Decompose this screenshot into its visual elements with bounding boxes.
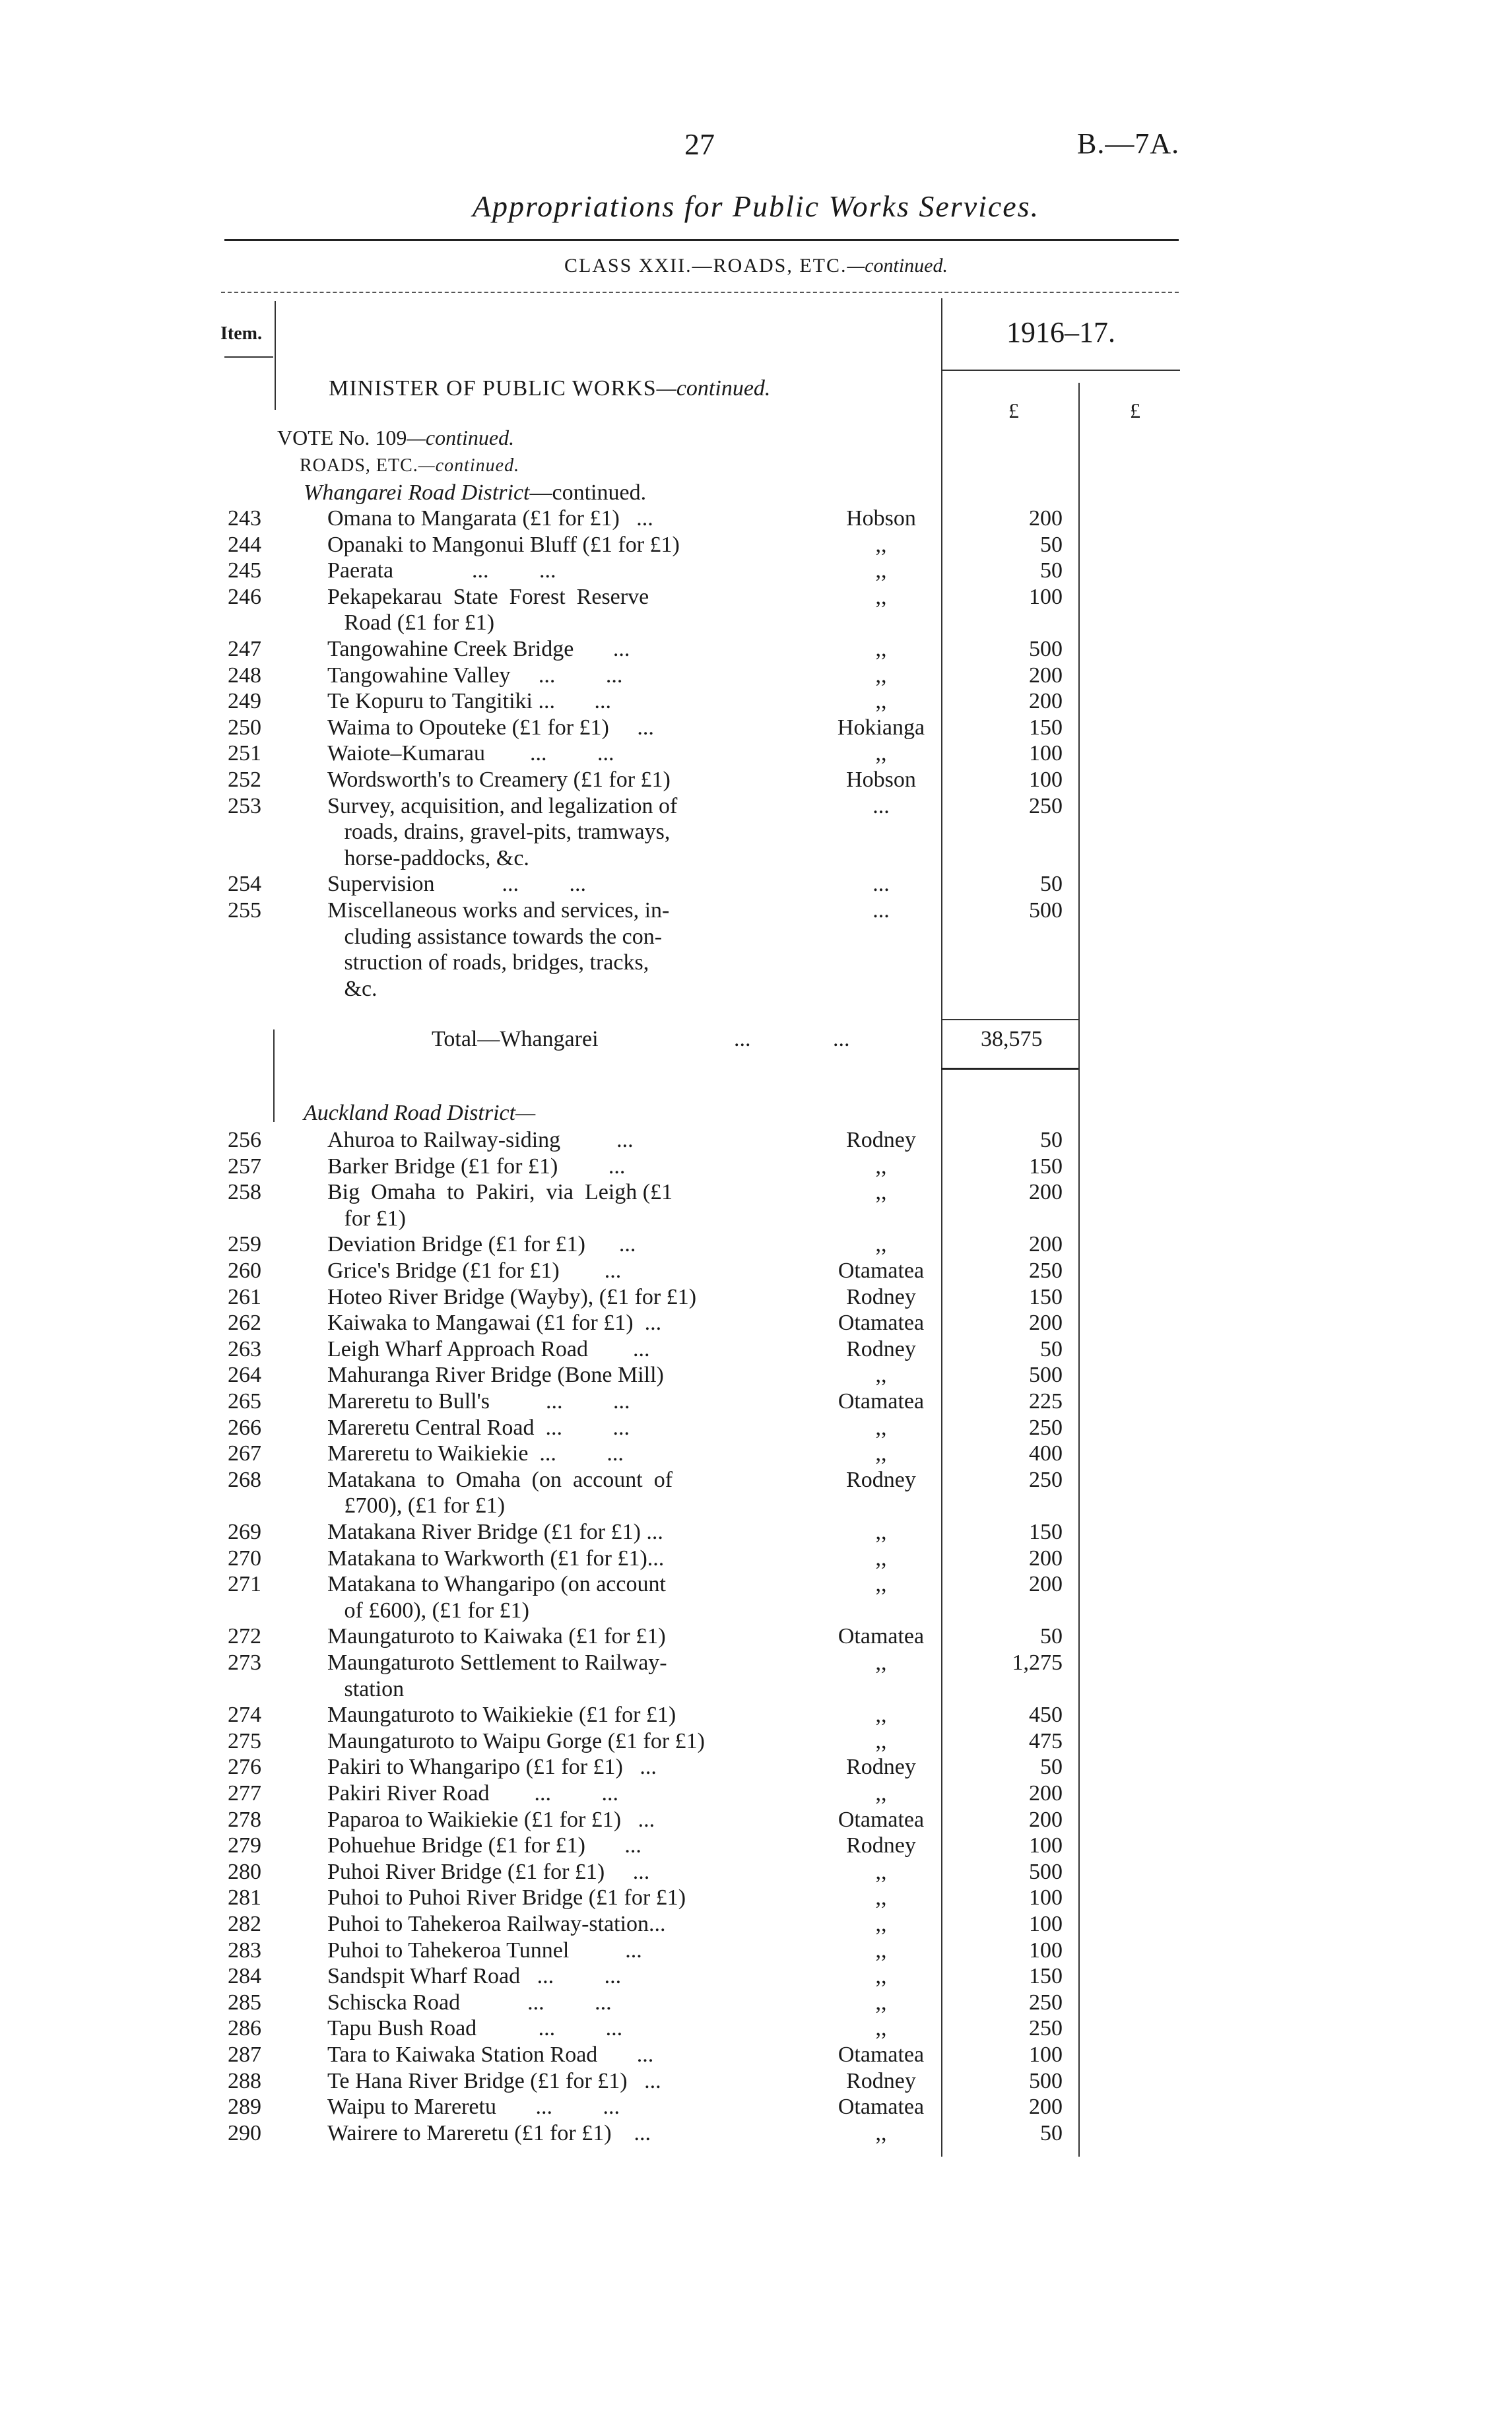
item-column-rule-lower <box>273 1029 275 1122</box>
electorate: ,, <box>875 1729 887 1753</box>
item-description: Hoteo River Bridge (Wayby), (£1 for £1) <box>327 1285 697 1309</box>
item-number: 289 <box>228 2095 261 2119</box>
electorate: ,, <box>875 637 887 661</box>
table-row <box>0 1938 1512 1964</box>
item-description: Wairere to Mareretu (£1 for £1) ... <box>327 2121 651 2145</box>
item-description: Schiscka Road ... ... <box>327 1990 612 2015</box>
electorate: ,, <box>875 663 887 688</box>
table-row <box>0 584 1512 610</box>
paper-reference: B.—7A. <box>1077 127 1180 160</box>
table-row <box>0 1911 1512 1938</box>
electorate: Otamatea <box>838 1808 925 1832</box>
electorate: ,, <box>875 1703 887 1727</box>
amount: 400 <box>1029 1441 1063 1466</box>
item-description: Survey, acquisition, and legalization of <box>327 794 678 818</box>
amount: 100 <box>1029 1885 1063 1910</box>
item-description: horse-paddocks, &c. <box>327 846 529 870</box>
amount: 200 <box>1029 1781 1063 1806</box>
table-row <box>0 1415 1512 1441</box>
table-row <box>0 2120 1512 2147</box>
item-number: 256 <box>228 1128 261 1152</box>
item-description: Miscellaneous works and services, in- <box>327 898 670 923</box>
amount: 250 <box>1029 1468 1063 1492</box>
amount: 475 <box>1029 1729 1063 1753</box>
table-row <box>0 1284 1512 1311</box>
item-description: Road (£1 for £1) <box>327 610 495 635</box>
table-row <box>0 688 1512 715</box>
item-description: Kaiwaka to Mangawai (£1 for £1) ... <box>327 1311 662 1335</box>
electorate: ... <box>872 872 890 896</box>
total-whangarei-label: Total—Whangarei <box>432 1027 599 1051</box>
electorate: ,, <box>875 585 887 609</box>
amount: 200 <box>1029 689 1063 713</box>
table-row <box>0 740 1512 767</box>
item-number: 270 <box>228 1546 261 1571</box>
item-number: 274 <box>228 1703 261 1727</box>
amount: 150 <box>1029 1285 1063 1309</box>
table-row <box>0 793 1512 820</box>
table-row-continuation <box>0 924 1512 950</box>
year-header-rule <box>941 370 1180 371</box>
item-description: Tara to Kaiwaka Station Road ... <box>327 2042 654 2067</box>
table-row <box>0 1728 1512 1755</box>
amount: 450 <box>1029 1703 1063 1727</box>
table-row-continuation <box>0 1206 1512 1232</box>
amount: 200 <box>1029 1180 1063 1204</box>
class-title-suffix: —continued. <box>847 255 948 277</box>
table-row <box>0 1833 1512 1859</box>
item-description: Mareretu Central Road ... ... <box>327 1416 630 1440</box>
electorate: Hobson <box>846 506 916 531</box>
item-number: 246 <box>228 585 261 609</box>
item-number: 276 <box>228 1755 261 1779</box>
electorate: Hokianga <box>837 715 925 740</box>
amount: 500 <box>1029 1860 1063 1884</box>
table-row-continuation <box>0 1493 1512 1519</box>
item-description: Tapu Bush Road ... ... <box>327 2016 623 2041</box>
item-number: 277 <box>228 1781 261 1806</box>
electorate: ,, <box>875 1781 887 1806</box>
table-row <box>0 1336 1512 1363</box>
electorate: Rodney <box>846 1833 916 1858</box>
amount: 100 <box>1029 585 1063 609</box>
electorate: Otamatea <box>838 1389 925 1414</box>
amount: 100 <box>1029 1938 1063 1963</box>
amount: 500 <box>1029 637 1063 661</box>
item-description: Puhoi to Tahekeroa Railway-station... <box>327 1912 666 1936</box>
item-description: Maungaturoto to Kaiwaka (£1 for £1) <box>327 1624 666 1649</box>
item-number: 267 <box>228 1441 261 1466</box>
table-row <box>0 1179 1512 1206</box>
electorate: Otamatea <box>838 1311 925 1335</box>
table-row-continuation <box>0 845 1512 872</box>
electorate: ,, <box>875 1416 887 1440</box>
item-number: 260 <box>228 1258 261 1283</box>
minister-heading <box>329 376 770 401</box>
item-number: 271 <box>228 1572 261 1596</box>
item-description: Matakana to Warkworth (£1 for £1)... <box>327 1546 665 1571</box>
item-number: 288 <box>228 2069 261 2093</box>
table-row <box>0 871 1512 898</box>
item-number: 255 <box>228 898 261 923</box>
item-number: 275 <box>228 1729 261 1753</box>
item-description: Marеretu to Bull's ... ... <box>327 1389 630 1414</box>
amount: 200 <box>1029 1808 1063 1832</box>
electorate: ,, <box>875 533 887 557</box>
item-number: 247 <box>228 637 261 661</box>
item-number: 290 <box>228 2121 261 2145</box>
amount: 500 <box>1029 1363 1063 1387</box>
item-description: Paparoa to Waikiekie (£1 for £1) ... <box>327 1808 655 1832</box>
electorate: ,, <box>875 1441 887 1466</box>
table-row <box>0 1127 1512 1154</box>
electorate: ,, <box>875 558 887 583</box>
item-number: 269 <box>228 1520 261 1544</box>
item-number: 261 <box>228 1285 261 1309</box>
amount: 150 <box>1029 1520 1063 1544</box>
table-row <box>0 2042 1512 2068</box>
item-number: 266 <box>228 1416 261 1440</box>
electorate: ,, <box>875 1650 887 1675</box>
item-number: 253 <box>228 794 261 818</box>
table-row <box>0 2015 1512 2042</box>
amount: 50 <box>1040 558 1063 583</box>
item-description: Tangowahine Creek Bridge ... <box>327 637 630 661</box>
electorate: Otamatea <box>838 2095 925 2119</box>
amount: 250 <box>1029 2016 1063 2041</box>
amount: 100 <box>1029 2042 1063 2067</box>
amount: 250 <box>1029 1990 1063 2015</box>
item-description: Te Hana River Bridge (£1 for £1) ... <box>327 2069 661 2093</box>
table-row <box>0 715 1512 741</box>
total-leader-dots-1: ... <box>734 1027 751 1051</box>
item-number: 284 <box>228 1964 261 1988</box>
amount: 225 <box>1029 1389 1063 1414</box>
item-number: 282 <box>228 1912 261 1936</box>
electorate: ,, <box>875 1180 887 1204</box>
total-rule-bottom <box>941 1068 1078 1070</box>
item-number: 280 <box>228 1860 261 1884</box>
amount: 200 <box>1029 663 1063 688</box>
table-row <box>0 1231 1512 1258</box>
vote-suffix: —continued. <box>407 426 515 449</box>
table-row <box>0 1388 1512 1415</box>
amount: 250 <box>1029 1258 1063 1283</box>
class-title <box>0 255 1512 277</box>
electorate: ,, <box>875 2016 887 2041</box>
item-description: Leigh Wharf Approach Road ... <box>327 1337 650 1361</box>
subvote-heading <box>300 455 519 476</box>
item-number: 264 <box>228 1363 261 1387</box>
table-row <box>0 898 1512 924</box>
table-row <box>0 1154 1512 1180</box>
item-number: 279 <box>228 1833 261 1858</box>
table-row-continuation <box>0 1598 1512 1624</box>
table-row-continuation <box>0 950 1512 976</box>
amount: 500 <box>1029 898 1063 923</box>
table-row <box>0 1702 1512 1728</box>
item-column-header: Item. <box>220 323 262 344</box>
table-row <box>0 1362 1512 1388</box>
table-row <box>0 1441 1512 1467</box>
item-description: Grice's Bridge (£1 for £1) ... <box>327 1258 622 1283</box>
electorate: ,, <box>875 1860 887 1884</box>
item-description: Maungaturoto Settlement to Railway- <box>327 1650 667 1675</box>
table-row <box>0 663 1512 689</box>
electorate: Rodney <box>846 2069 916 2093</box>
item-description: Maungaturoto to Waikiekie (£1 for £1) <box>327 1703 676 1727</box>
item-number: 258 <box>228 1180 261 1204</box>
item-description: cluding assistance towards the con- <box>327 925 663 949</box>
item-number: 251 <box>228 741 261 766</box>
electorate: ,, <box>875 1572 887 1596</box>
amount: 50 <box>1040 1337 1063 1361</box>
table-row <box>0 1990 1512 2016</box>
item-description: of £600), (£1 for £1) <box>327 1598 529 1623</box>
item-number: 250 <box>228 715 261 740</box>
item-description: roads, drains, gravel-pits, tramways, <box>327 820 671 844</box>
item-description: Mareretu to Waikiekie ... ... <box>327 1441 624 1466</box>
item-description: Deviation Bridge (£1 for £1) ... <box>327 1232 636 1257</box>
table-row <box>0 1571 1512 1598</box>
item-number: 286 <box>228 2016 261 2041</box>
table-row <box>0 1623 1512 1650</box>
minister-name: MINISTER OF PUBLIC WORKS <box>329 376 657 401</box>
electorate: ,, <box>875 2121 887 2145</box>
vote-number: VOTE No. 109 <box>277 426 407 449</box>
whangarei-heading-suffix: —continued. <box>529 480 647 505</box>
auckland-district-heading: Auckland Road District— <box>304 1101 536 1125</box>
item-number: 248 <box>228 663 261 688</box>
table-row <box>0 532 1512 558</box>
table-row <box>0 2094 1512 2120</box>
table-row-continuation <box>0 1676 1512 1703</box>
vote-heading <box>277 426 514 450</box>
table-row <box>0 1467 1512 1493</box>
table-row <box>0 636 1512 663</box>
amount: 1,275 <box>1012 1650 1063 1675</box>
item-description: Pohuehue Bridge (£1 for £1) ... <box>327 1833 641 1858</box>
electorate: ,, <box>875 689 887 713</box>
item-description: Omana to Mangarata (£1 for £1) ... <box>327 506 653 531</box>
electorate: Rodney <box>846 1128 916 1152</box>
item-description: Pakiri River Road ... ... <box>327 1781 619 1806</box>
amount: 200 <box>1029 506 1063 531</box>
electorate: Otamatea <box>838 1258 925 1283</box>
electorate: ,, <box>875 741 887 766</box>
minister-suffix: —continued. <box>656 376 771 401</box>
item-number: 249 <box>228 689 261 713</box>
item-number: 262 <box>228 1311 261 1335</box>
electorate: ,, <box>875 1520 887 1544</box>
electorate: ,, <box>875 1546 887 1571</box>
item-description: Mahuranga River Bridge (Bone Mill) <box>327 1363 664 1387</box>
amount: 200 <box>1029 2095 1063 2119</box>
item-description: for £1) <box>327 1206 406 1231</box>
electorate: ,, <box>875 1938 887 1963</box>
item-description: Puhoi to Tahekeroa Tunnel ... <box>327 1938 642 1963</box>
item-header-rule <box>224 356 273 358</box>
electorate: ,, <box>875 1990 887 2015</box>
amount: 100 <box>1029 741 1063 766</box>
class-title-main: CLASS XXII.—ROADS, ETC. <box>564 255 847 277</box>
amount: 150 <box>1029 1154 1063 1179</box>
item-number: 257 <box>228 1154 261 1179</box>
item-description: Waima to Opouteke (£1 for £1) ... <box>327 715 654 740</box>
table-row <box>0 1258 1512 1284</box>
subvote-suffix: —continued. <box>418 455 520 476</box>
total-whangarei-amount: 38,575 <box>981 1027 1043 1051</box>
total-leader-dots-2: ... <box>833 1027 850 1051</box>
total-rule-top <box>941 1019 1078 1020</box>
electorate: ,, <box>875 1232 887 1257</box>
table-row <box>0 1519 1512 1546</box>
amount: 100 <box>1029 1833 1063 1858</box>
electorate: ,, <box>875 1154 887 1179</box>
electorate: ... <box>872 898 890 923</box>
electorate: Otamatea <box>838 1624 925 1649</box>
item-description: Barker Bridge (£1 for £1) ... <box>327 1154 626 1179</box>
item-description: Wordsworth's to Creamery (£1 for £1) <box>327 767 671 792</box>
table-row <box>0 1780 1512 1807</box>
subvote-name: ROADS, ETC. <box>300 455 418 476</box>
item-number: 281 <box>228 1885 261 1910</box>
whangarei-district-heading <box>304 480 646 506</box>
item-description: Matakana to Omaha (on account of <box>327 1468 673 1492</box>
item-description: Sandspit Wharf Road ... ... <box>327 1964 622 1988</box>
currency-header-1: £ <box>1008 399 1019 422</box>
table-row <box>0 1546 1512 1572</box>
item-column-rule <box>275 301 276 410</box>
item-number: 283 <box>228 1938 261 1963</box>
table-row <box>0 1963 1512 1990</box>
item-description: Ahuroa to Railway-siding ... <box>327 1128 634 1152</box>
item-description: Maungaturoto to Waipu Gorge (£1 for £1) <box>327 1729 706 1753</box>
table-row <box>0 1310 1512 1336</box>
electorate: ... <box>872 794 890 818</box>
item-number: 265 <box>228 1389 261 1414</box>
electorate: ,, <box>875 1363 887 1387</box>
whangarei-heading-label: Whangarei Road District <box>304 480 530 505</box>
currency-header-2: £ <box>1130 399 1140 422</box>
amount: 50 <box>1040 2121 1063 2145</box>
amount: 50 <box>1040 533 1063 557</box>
year-column-header: 1916–17. <box>1006 316 1115 348</box>
electorate: Hobson <box>846 767 916 792</box>
amount: 50 <box>1040 1128 1063 1152</box>
item-number: 278 <box>228 1808 261 1832</box>
item-number: 285 <box>228 1990 261 2015</box>
amount: 150 <box>1029 1964 1063 1988</box>
table-row-continuation <box>0 819 1512 845</box>
class-title-rule <box>221 292 1179 293</box>
amount: 150 <box>1029 715 1063 740</box>
table-row <box>0 1807 1512 1833</box>
electorate: ,, <box>875 1912 887 1936</box>
item-description: Paerata ... ... <box>327 558 556 583</box>
page-number: 27 <box>684 127 715 161</box>
table-row <box>0 1754 1512 1780</box>
item-description: £700), (£1 for £1) <box>327 1493 506 1518</box>
item-number: 245 <box>228 558 261 583</box>
amount: 200 <box>1029 1232 1063 1257</box>
amount: 100 <box>1029 767 1063 792</box>
amount: 200 <box>1029 1546 1063 1571</box>
amount: 250 <box>1029 1416 1063 1440</box>
electorate: Rodney <box>846 1285 916 1309</box>
amount: 50 <box>1040 872 1063 896</box>
amount: 250 <box>1029 794 1063 818</box>
item-description: Te Kopuru to Tangitiki ... ... <box>327 689 611 713</box>
item-description: &c. <box>327 977 378 1001</box>
item-description: Pakiri to Whangaripo (£1 for £1) ... <box>327 1755 657 1779</box>
page-title: Appropriations for Public Works Services. <box>472 189 1040 223</box>
table-row <box>0 558 1512 584</box>
table-row-continuation <box>0 976 1512 1002</box>
item-description: Big Omaha to Pakiri, via Leigh (£1 <box>327 1180 673 1204</box>
item-description: Puhoi to Puhoi River Bridge (£1 for £1) <box>327 1885 686 1910</box>
item-description: Matakana River Bridge (£1 for £1) ... <box>327 1520 663 1544</box>
item-number: 287 <box>228 2042 261 2067</box>
electorate: Rodney <box>846 1468 916 1492</box>
item-number: 263 <box>228 1337 261 1361</box>
table-row <box>0 2068 1512 2095</box>
electorate: ,, <box>875 1964 887 1988</box>
electorate: Rodney <box>846 1755 916 1779</box>
title-rule <box>224 239 1179 241</box>
item-number: 259 <box>228 1232 261 1257</box>
table-row <box>0 1885 1512 1911</box>
table-row <box>0 1650 1512 1676</box>
amount: 200 <box>1029 1311 1063 1335</box>
table-row <box>0 767 1512 793</box>
item-description: station <box>327 1677 405 1701</box>
amount: 50 <box>1040 1624 1063 1649</box>
amount: 200 <box>1029 1572 1063 1596</box>
electorate: Rodney <box>846 1337 916 1361</box>
electorate: ,, <box>875 1885 887 1910</box>
item-description: Supervision ... ... <box>327 872 586 896</box>
table-row-continuation <box>0 610 1512 636</box>
item-number: 273 <box>228 1650 261 1675</box>
item-description: Pekapekarau State Forest Reserve <box>327 585 649 609</box>
item-description: Waiote–Kumarau ... ... <box>327 741 614 766</box>
item-description: struction of roads, bridges, tracks, <box>327 950 649 975</box>
item-number: 243 <box>228 506 261 531</box>
amount: 50 <box>1040 1755 1063 1779</box>
table-row <box>0 1859 1512 1885</box>
item-number: 254 <box>228 872 261 896</box>
item-description: Waipu to Mareretu ... ... <box>327 2095 620 2119</box>
item-number: 252 <box>228 767 261 792</box>
item-description: Matakana to Whangaripo (on account <box>327 1572 666 1596</box>
item-number: 244 <box>228 533 261 557</box>
electorate: Otamatea <box>838 2042 925 2067</box>
item-description: Opanaki to Mangonui Bluff (£1 for £1) <box>327 533 680 557</box>
table-row <box>0 506 1512 532</box>
item-description: Tangowahine Valley ... ... <box>327 663 623 688</box>
amount: 100 <box>1029 1912 1063 1936</box>
item-number: 272 <box>228 1624 261 1649</box>
item-number: 268 <box>228 1468 261 1492</box>
item-description: Puhoi River Bridge (£1 for £1) ... <box>327 1860 650 1884</box>
amount: 500 <box>1029 2069 1063 2093</box>
